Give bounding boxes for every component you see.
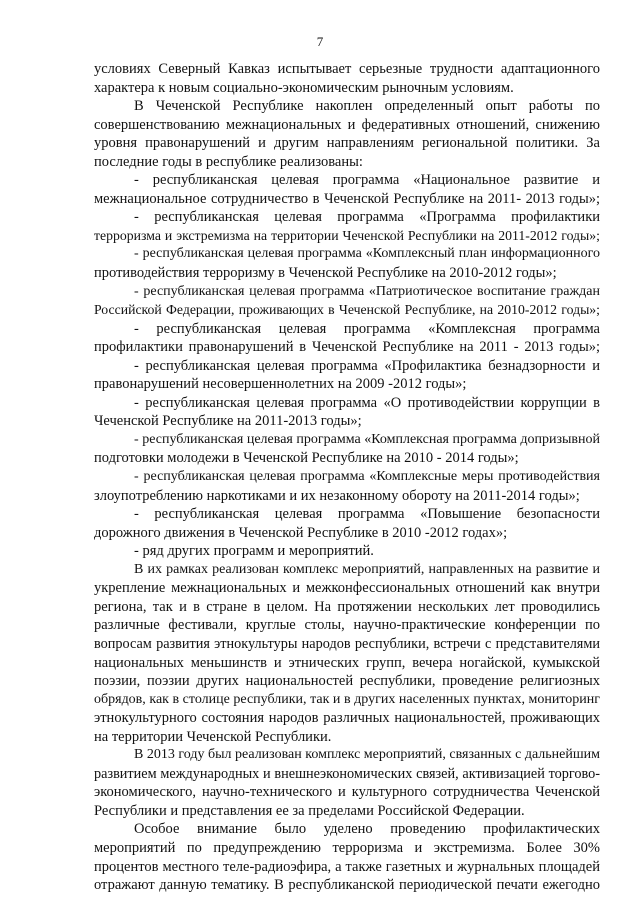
text-line: дорожного движения в Чеченской Республике в 2010 -2012 годах»;: [94, 524, 508, 541]
text-line: терроризма и экстремизма на территории Чеченской Республики на 2011-2012 годы»;: [94, 227, 600, 243]
text-line: условиях Северный Кавказ испытывает серьезные трудности адаптационного: [94, 61, 600, 77]
text-line: - республиканская целевая программа «Патриотическое воспитание граждан: [134, 283, 600, 299]
text-line: этнокультурного состояния народов различных национальностей, проживающих: [94, 710, 600, 727]
text-line: уровня правонарушений и другим направлениям региональной политики. За: [94, 135, 600, 152]
body-text: [94, 60, 600, 895]
text-line: - республиканская целевая программа «Программа профилактики: [134, 209, 600, 226]
text-line: правонарушений несовершеннолетних на 2009 -2012 годы»;: [94, 376, 467, 393]
text-line: региона, так и в стране в целом. На протяжении нескольких лет проводились: [94, 598, 600, 615]
text-line: Особое внимание было уделено проведению профилактических: [134, 821, 600, 838]
text-line: противодействия терроризму в Чеченской Республике на 2010-2012 годы»;: [94, 265, 557, 282]
text-line: В 2013 году был реализован комплекс мероприятий, связанных с дальнейшим: [134, 747, 600, 763]
text-line: злоупотреблению наркотиками и их незаконному обороту на 2011-2014 годы»;: [94, 487, 580, 504]
text-line: - республиканская целевая программа «Национальное развитие и: [134, 172, 600, 189]
text-line: - республиканская целевая программа «О противодействии коррупции в: [134, 394, 600, 411]
text-line: обрядов, как в столице республики, так и в других населенных пунктах, мониторинг: [94, 691, 600, 707]
text-line: В их рамках реализован комплекс мероприятий, направленных на развитие и: [134, 561, 600, 577]
text-line: совершенствованию межнациональных и федеративных отношений, снижению: [94, 116, 600, 133]
text-line: мероприятий по предупреждению терроризма и экстремизма. Более 30%: [94, 839, 600, 856]
text-line: - республиканская целевая программа «Профилактика безнадзорности и: [134, 357, 600, 374]
text-line: различные фестивали, круглые столы, научно-практические конференции по: [94, 617, 600, 634]
text-line: Российской Федерации, проживающих в Чеченской Республике, на 2010-2012 годы»;: [94, 302, 600, 318]
text-line: В Чеченской Республике накоплен определенный опыт работы по: [134, 98, 600, 115]
text-line: - республиканская целевая программа «Комплексная программа: [134, 320, 600, 337]
text-line: вопросам развития этнокультуры народов республики, встречи с представителями: [94, 635, 600, 652]
text-line: укрепление межнациональных и межконфессиональных отношений как внутри: [94, 580, 600, 597]
text-line: последние годы в республике реализованы:: [94, 153, 363, 170]
text-line: на территории Чеченской Республики.: [94, 728, 332, 745]
page-number: 7: [316, 34, 324, 49]
text-line: - республиканская целевая программа «Повышение безопасности: [134, 506, 600, 523]
text-line: отражают данную тематику. В республиканской периодической печати ежегодно: [94, 877, 600, 894]
text-line: - республиканская целевая программа «Комплексный план информационного: [134, 246, 600, 262]
text-line: Чеченской Республике на 2011-2013 годы»;: [94, 413, 362, 430]
text-line: национальных меньшинств и этнических групп, вечера ногайской, кумыкской: [94, 654, 600, 671]
text-line: межнациональное сотрудничество в Чеченской Республике на 2011- 2013 годы»;: [94, 190, 600, 207]
text-line: - ряд других программ и мероприятий.: [134, 543, 374, 560]
text-line: характера к новым социально-экономическим рыночным условиям.: [94, 79, 514, 96]
text-line: профилактики правонарушений в Чеченской Республике на 2011 - 2013 годы»;: [94, 339, 600, 356]
text-line: развитием международных и внешнеэкономических связей, активизацией торгово-: [94, 765, 600, 782]
text-line: процентов местного теле-радиоэфира, а также газетных и журнальных площадей: [94, 858, 600, 875]
text-line: - республиканская целевая программа «Комплексные меры противодействия: [134, 469, 600, 485]
text-line: поэзии, поэзии других национальностей республики, проведение религиозных: [94, 673, 600, 690]
text-line: - республиканская целевая программа «Комплексная программа допризывной: [134, 431, 600, 447]
text-line: экономического, научно-технического и культурного сотрудничества Чеченской: [94, 784, 600, 801]
text-line: подготовки молодежи в Чеченской Республике на 2010 - 2014 годы»;: [94, 450, 519, 467]
text-line: Республики и представления ее за пределами Российской Федерации.: [94, 802, 525, 819]
